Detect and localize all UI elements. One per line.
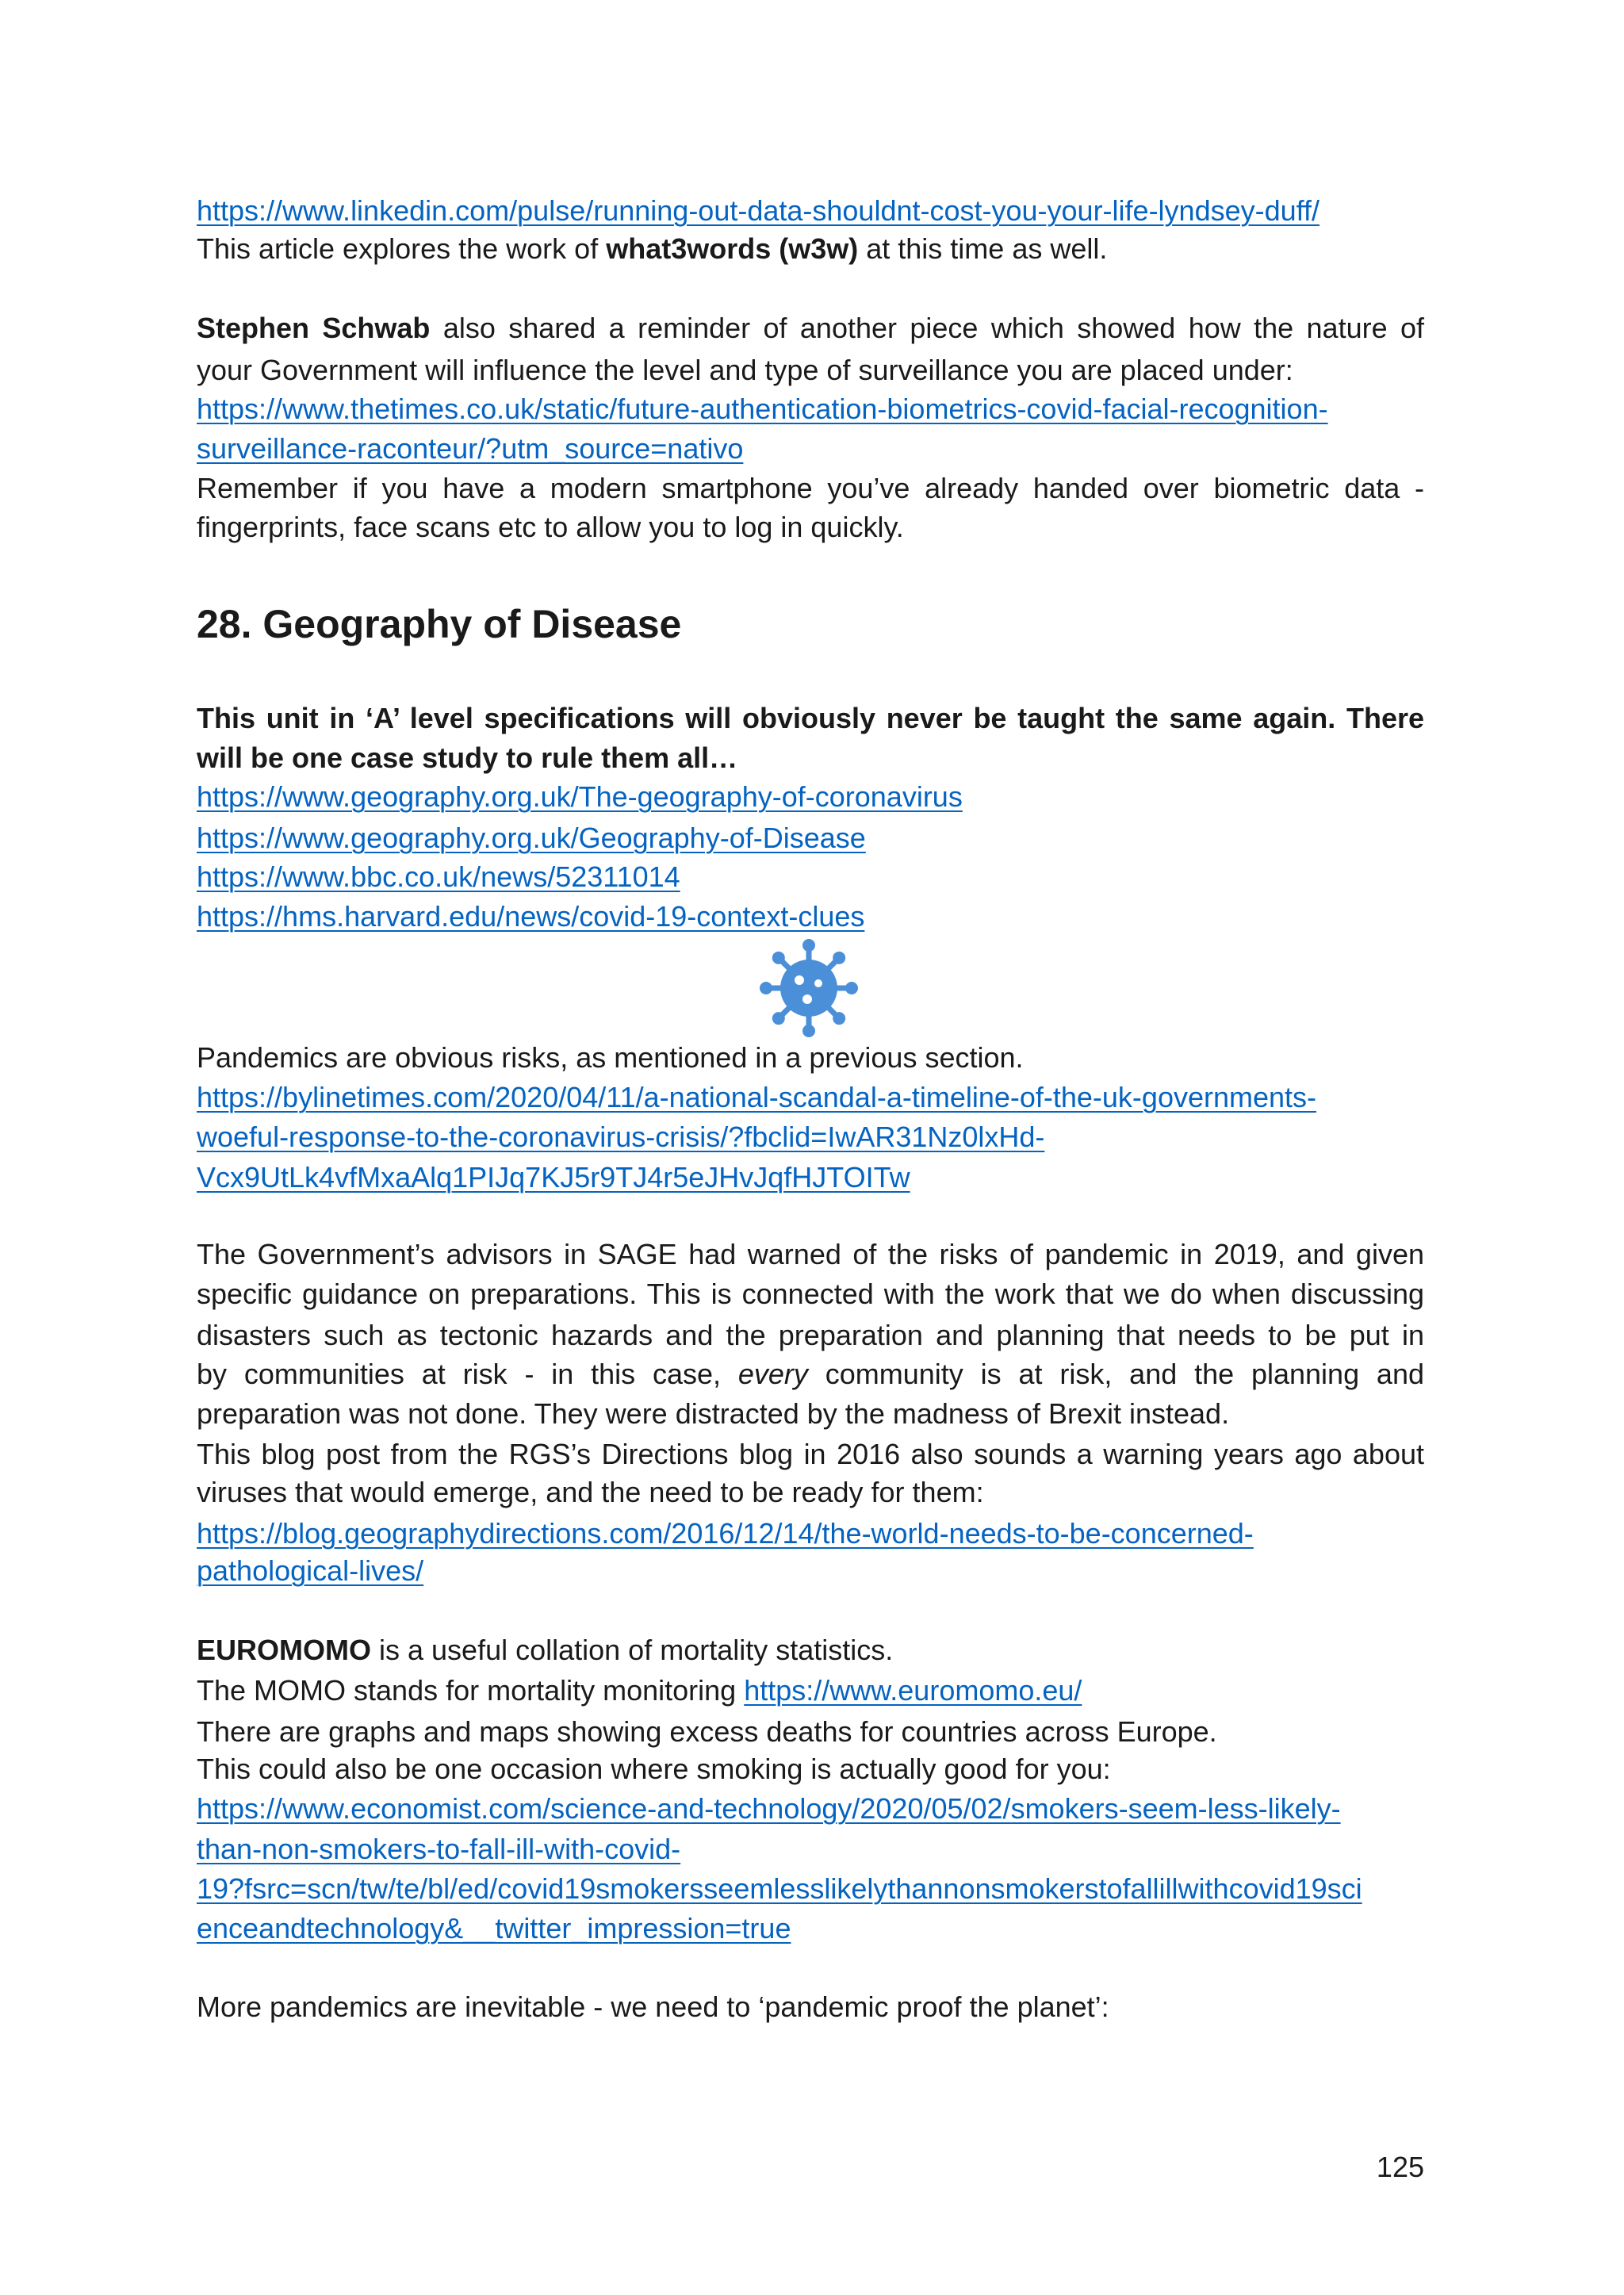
w3w-text-post: at this time as well. bbox=[858, 232, 1108, 265]
remember-line-2: fingerprints, face scans etc to allow you to log in quickly. bbox=[197, 511, 904, 543]
economist-link-part-1[interactable]: https://www.economist.com/science-and-technology/2020/05/02/smokers-seem-less-likely- bbox=[197, 1792, 1341, 1825]
blog-link-part-2[interactable]: pathological-lives/ bbox=[197, 1554, 424, 1587]
euromomo-link[interactable]: https://www.euromomo.eu/ bbox=[744, 1674, 1082, 1707]
w3w-bold: what3words (w3w) bbox=[606, 232, 859, 265]
government-line-4-post: community is at risk, and the planning and bbox=[807, 1358, 1424, 1390]
economist-link-part-3[interactable]: 19?fsrc=scn/tw/te/bl/ed/covid19smokersseemlesslikelythannonsmokerstofallillwithcovid19sci bbox=[197, 1872, 1362, 1905]
section-link-line-4 bbox=[197, 897, 1424, 937]
euromomo-bold: EUROMOMO bbox=[197, 1634, 371, 1666]
euromomo-line-2-text: The MOMO stands for mortality monitoring bbox=[197, 1674, 745, 1707]
harvard-link[interactable]: https://hms.harvard.edu/news/covid-19-context-clues bbox=[197, 900, 865, 933]
blog-line-1: This blog post from the RGS’s Directions blog in 2016 also sounds a warning years ago about bbox=[197, 1438, 1424, 1470]
euromomo-line-2 bbox=[197, 1671, 1424, 1711]
section-intro-line-1: This unit in ‘A’ level specifications will obviously never be taught the same again. There bbox=[197, 702, 1424, 734]
economist-link-part-2[interactable]: than-non-smokers-to-fall-ill-with-covid- bbox=[197, 1833, 681, 1865]
euromomo-line-3: There are graphs and maps showing excess deaths for countries across Europe. bbox=[197, 1715, 1217, 1748]
government-line-3: disasters such as tectonic hazards and the preparation and planning that needs to be put in bbox=[197, 1319, 1424, 1351]
schwab-line-2: your Government will influence the level and type of surveillance you are placed under: bbox=[197, 354, 1293, 386]
economist-link-line-3 bbox=[197, 1869, 1424, 1909]
blog-line-2: viruses that would emerge, and the need to be ready for them: bbox=[197, 1476, 984, 1508]
section-heading: 28. Geography of Disease bbox=[197, 602, 682, 646]
page-number: 125 bbox=[1376, 2151, 1424, 2183]
geography-disease-link[interactable]: https://www.geography.org.uk/Geography-of-Disease bbox=[197, 822, 866, 854]
byline-link-part-1[interactable]: https://bylinetimes.com/2020/04/11/a-national-scandal-a-timeline-of-the-uk-governments- bbox=[197, 1081, 1317, 1113]
euromomo-line-4: This could also be one occasion where smoking is actually good for you: bbox=[197, 1753, 1111, 1785]
economist-link-line-2 bbox=[197, 1829, 1424, 1869]
w3w-text-pre: This article explores the work of bbox=[197, 232, 607, 265]
coronavirus-icon bbox=[758, 937, 860, 1039]
blog-link-line-1 bbox=[197, 1514, 1424, 1554]
government-line-2: specific guidance on preparations. This is connected with the work that we do when discussing bbox=[197, 1278, 1424, 1310]
government-line-4-pre: by communities at risk - in this case, bbox=[197, 1358, 738, 1390]
pandemics-line: Pandemics are obvious risks, as mentioned in a previous section. bbox=[197, 1041, 1024, 1074]
byline-link-line-1 bbox=[197, 1078, 1424, 1117]
blog-link-line-2 bbox=[197, 1551, 1424, 1591]
economist-link-line-4 bbox=[197, 1909, 1424, 1948]
remember-line-1: Remember if you have a modern smartphone you’ve already handed over biometric data - bbox=[197, 472, 1424, 504]
linkedin-link-line bbox=[197, 191, 1424, 231]
geography-coronavirus-link[interactable]: https://www.geography.org.uk/The-geography-of-coronavirus bbox=[197, 780, 963, 813]
economist-link-line-1 bbox=[197, 1789, 1424, 1829]
schwab-line-1 bbox=[197, 308, 1424, 348]
section-link-line-2 bbox=[197, 818, 1424, 858]
byline-link-part-2[interactable]: woeful-response-to-the-coronavirus-crisis/?fbclid=IwAR31Nz0lxHd- bbox=[197, 1121, 1045, 1153]
euromomo-line-1-text: is a useful collation of mortality statistics. bbox=[371, 1634, 894, 1666]
w3w-line bbox=[197, 229, 1424, 269]
times-link-line-2 bbox=[197, 429, 1424, 469]
closing-line: More pandemics are inevitable - we need to ‘pandemic proof the planet’: bbox=[197, 1990, 1109, 2023]
section-link-line-1 bbox=[197, 777, 1424, 817]
byline-link-line-2 bbox=[197, 1117, 1424, 1157]
schwab-name: Stephen Schwab bbox=[197, 312, 431, 344]
economist-link-part-4[interactable]: enceandtechnology&__twitter_impression=true bbox=[197, 1912, 791, 1944]
section-intro-line-2: will be one case study to rule them all… bbox=[197, 741, 738, 774]
section-link-line-3 bbox=[197, 857, 1424, 897]
schwab-line-1-text: also shared a reminder of another piece which showed how the nature of bbox=[430, 312, 1425, 344]
euromomo-line-1 bbox=[197, 1630, 1424, 1670]
bbc-news-link[interactable]: https://www.bbc.co.uk/news/52311014 bbox=[197, 860, 680, 893]
byline-link-part-3[interactable]: Vcx9UtLk4vfMxaAlq1PIJq7KJ5r9TJ4r5eJHvJqfHJTOITw bbox=[197, 1161, 910, 1193]
government-line-5: preparation was not done. They were distracted by the madness of Brexit instead. bbox=[197, 1397, 1230, 1430]
government-line-4 bbox=[197, 1354, 1424, 1394]
blog-link-part-1[interactable]: https://blog.geographydirections.com/2016/12/14/the-world-needs-to-be-concerned- bbox=[197, 1517, 1254, 1550]
times-link-part-2[interactable]: surveillance-raconteur/?utm_source=nativo bbox=[197, 432, 744, 465]
times-link-line-1 bbox=[197, 389, 1424, 429]
linkedin-link[interactable]: https://www.linkedin.com/pulse/running-out-data-shouldnt-cost-you-your-life-lyndsey-duff/ bbox=[197, 194, 1320, 227]
times-link-part-1[interactable]: https://www.thetimes.co.uk/static/future-authentication-biometrics-covid-facial-recognition- bbox=[197, 393, 1328, 425]
government-line-4-italic: every bbox=[737, 1358, 808, 1390]
government-line-1: The Government’s advisors in SAGE had warned of the risks of pandemic in 2019, and given bbox=[197, 1238, 1424, 1270]
byline-link-line-3 bbox=[197, 1158, 1424, 1197]
